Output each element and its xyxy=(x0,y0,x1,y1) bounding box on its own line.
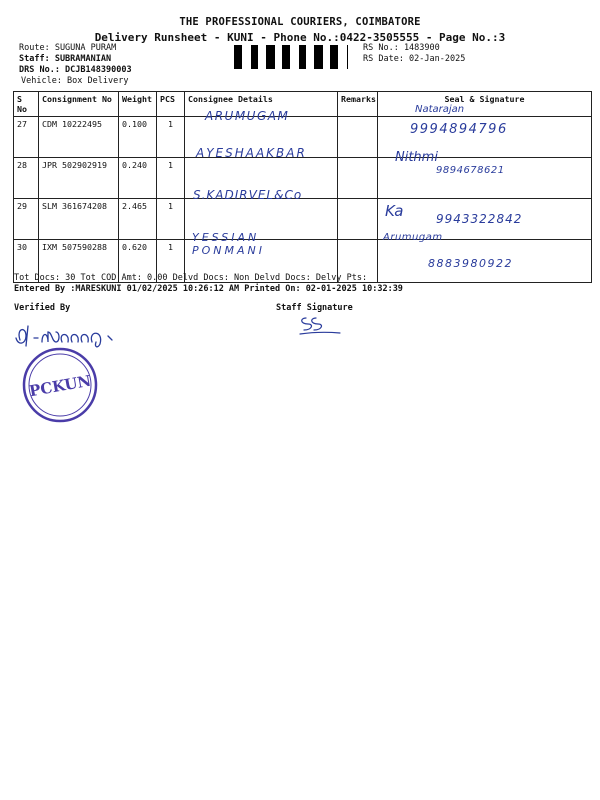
handwritten-consignee: YESSIAN PONMANI xyxy=(192,231,266,257)
handwritten-signature: Nithmi xyxy=(395,150,438,165)
cell-remarks xyxy=(338,158,378,199)
barcode-bar xyxy=(239,45,240,69)
cell-consignment: JPR 502902919 xyxy=(39,158,119,199)
barcode-bar xyxy=(320,45,323,69)
cell-consignment: CDM 10222495 xyxy=(39,117,119,158)
barcode-bar xyxy=(302,45,305,69)
staff-line: Staff: SUBRAMANIAN xyxy=(19,54,112,64)
cell-sno: 28 xyxy=(14,158,39,199)
table-row xyxy=(14,158,592,199)
verified-by-label: Verified By xyxy=(14,303,71,313)
cell-pcs: 1 xyxy=(157,158,185,199)
cell-consignment: IXM 507590288 xyxy=(39,240,119,283)
barcode-bar xyxy=(318,45,320,69)
barcode-bar xyxy=(347,45,348,69)
barcode-bar xyxy=(336,45,338,69)
handwritten-consignee: ARUMUGAM xyxy=(205,109,290,123)
runsheet-subtitle: Delivery Runsheet - KUNI - Phone No.:0422-3505555 - Page No.:3 xyxy=(94,31,506,44)
stamp-text: PCKUN xyxy=(27,371,93,401)
barcode-bar xyxy=(299,45,300,69)
col-consignee: Consignee Details xyxy=(185,92,338,117)
barcode-bar xyxy=(254,45,257,69)
barcode-bar xyxy=(272,45,275,69)
pckun-stamp xyxy=(20,345,100,425)
barcode-bar xyxy=(252,45,254,69)
cell-sno: 29 xyxy=(14,199,39,240)
rs-date-line: RS Date: 02-Jan-2025 xyxy=(363,54,466,64)
barcode-bar xyxy=(269,45,270,69)
barcode-bar xyxy=(284,45,287,69)
col-consignment: Consignment No xyxy=(39,92,119,117)
cell-sno: 27 xyxy=(14,117,39,158)
handwritten-phone: 8883980922 xyxy=(428,257,513,270)
rs-no-line: RS No.: 1483900 xyxy=(363,43,440,53)
meta-left xyxy=(19,43,132,87)
barcode-bar xyxy=(288,45,290,69)
totals-line: Tot Docs: 30 Tot COD Amt: 0.00 Delvd Docs: Non Delvd Docs: Delvy Pts: xyxy=(14,273,368,283)
barcode-bar xyxy=(305,45,306,69)
cell-weight: 0.100 xyxy=(119,117,157,158)
cell-weight: 0.620 xyxy=(119,240,157,283)
cell-weight: 0.240 xyxy=(119,158,157,199)
handwritten-consignee: AYESHAAKBAR xyxy=(196,146,307,160)
vehicle-line: Vehicle: Box Delivery xyxy=(21,76,129,86)
col-sno: S No xyxy=(14,92,39,117)
cell-remarks xyxy=(338,199,378,240)
cell-pcs: 1 xyxy=(157,199,185,240)
table-header-row xyxy=(14,92,592,117)
barcode-bar xyxy=(300,45,302,69)
barcode-bar xyxy=(251,45,252,69)
handwritten-signature: Ka xyxy=(385,202,404,220)
cell-pcs: 1 xyxy=(157,240,185,283)
staff-signature-label: Staff Signature xyxy=(276,303,353,313)
barcode-bar xyxy=(257,45,258,69)
col-remarks: Remarks xyxy=(338,92,378,117)
barcode-bar xyxy=(335,45,336,69)
barcode-bar xyxy=(236,45,239,69)
barcode-bar xyxy=(240,45,242,69)
cell-sno: 30 xyxy=(14,240,39,283)
barcode-bar xyxy=(282,45,284,69)
col-weight: Weight xyxy=(119,92,157,117)
handwritten-phone: 9943322842 xyxy=(436,212,523,226)
handwritten-signature: Natarajan xyxy=(415,104,465,115)
barcode-bar xyxy=(317,45,318,69)
cell-pcs: 1 xyxy=(157,117,185,158)
barcode-bar xyxy=(234,45,236,69)
cell-weight: 2.465 xyxy=(119,199,157,240)
runsheet-title: THE PROFESSIONAL COURIERS, COIMBATORE xyxy=(179,16,421,28)
col-signature: Seal & Signature xyxy=(378,92,592,117)
route-line: Route: SUGUNA PURAM xyxy=(19,43,117,53)
entered-by-line: Entered By :MARESKUNI 01/02/2025 10:26:12 AM Printed On: 02-01-2025 10:32:39 xyxy=(14,284,403,294)
drs-line: DRS No.: DCJB148390003 xyxy=(19,65,132,75)
barcode-bar xyxy=(287,45,288,69)
barcode-bar xyxy=(314,45,317,69)
handwritten-signature: Arumugam xyxy=(383,232,443,243)
barcode xyxy=(230,45,348,69)
handwritten-consignee: S.KADIRVEL&Co xyxy=(193,188,303,202)
meta-right xyxy=(363,43,465,65)
barcode-bar xyxy=(270,45,272,69)
barcode-bar xyxy=(266,45,269,69)
col-pcs: PCS xyxy=(157,92,185,117)
cell-remarks xyxy=(338,117,378,158)
staff-signature-scribble xyxy=(296,312,346,338)
handwritten-phone: 9894678621 xyxy=(436,165,505,176)
barcode-bar xyxy=(330,45,332,69)
handwritten-phone: 9994894796 xyxy=(410,122,508,137)
cell-consignment: SLM 361674208 xyxy=(39,199,119,240)
barcode-bar xyxy=(332,45,335,69)
